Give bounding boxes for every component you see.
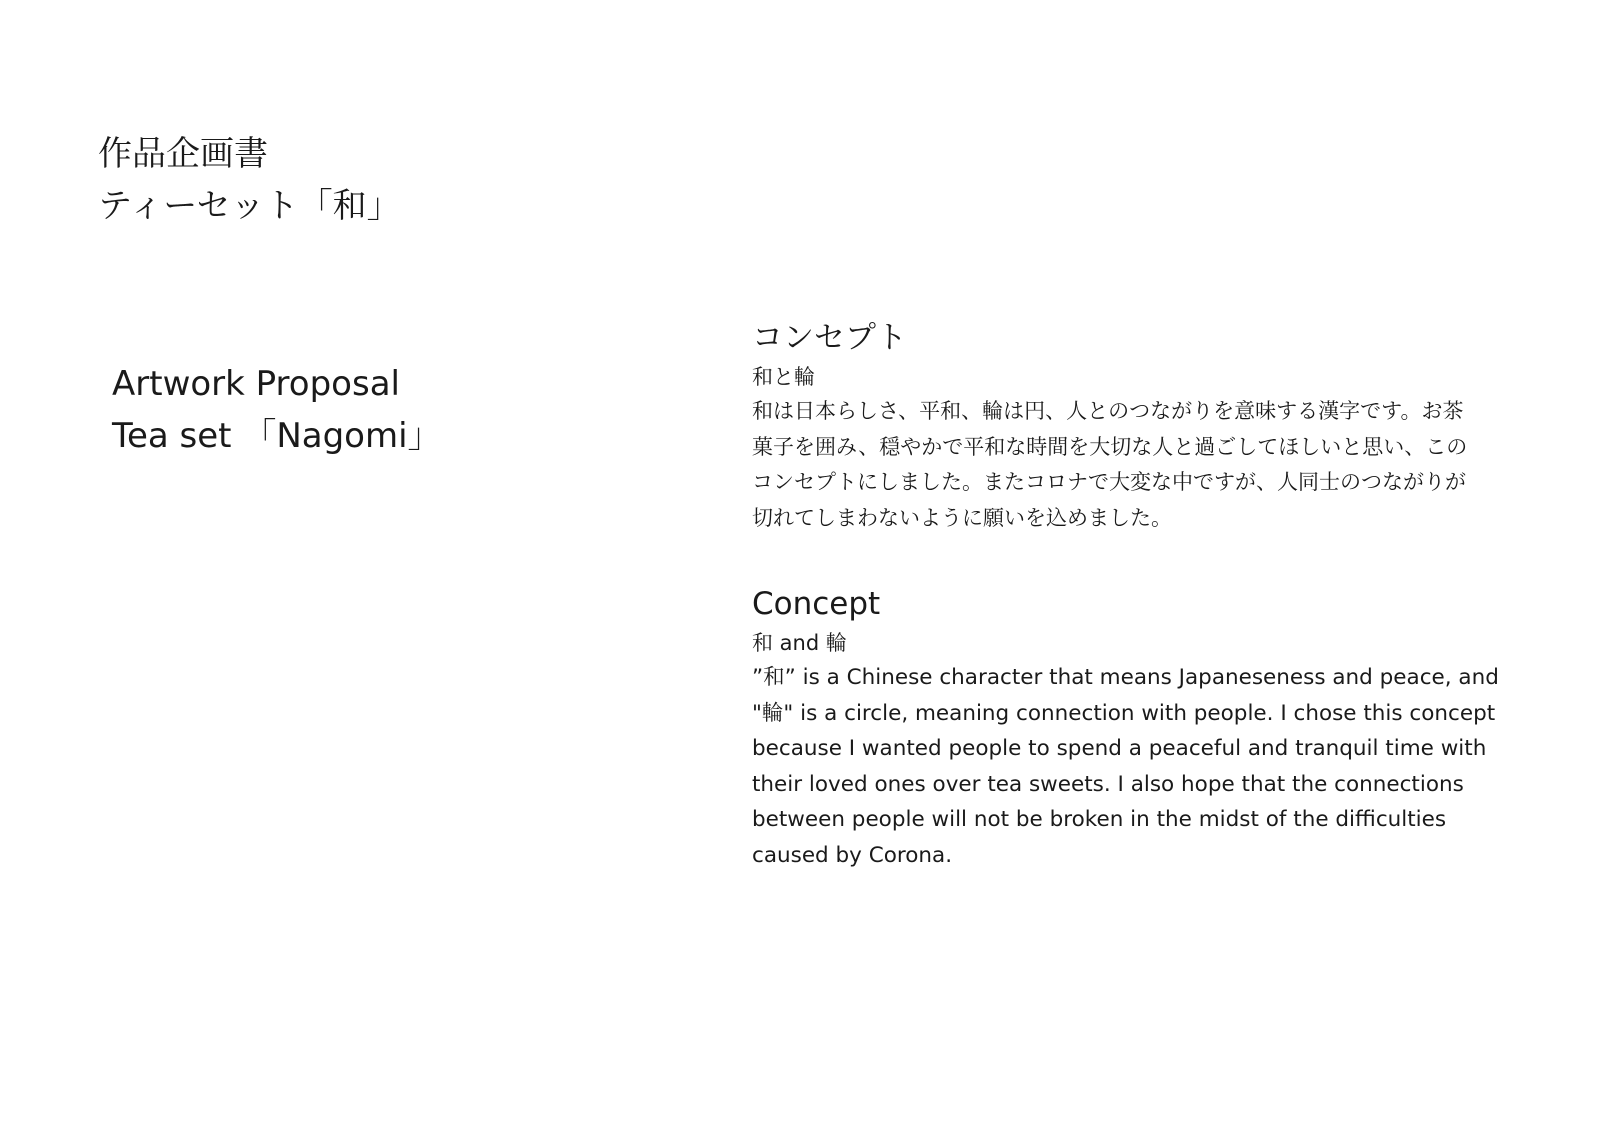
japanese-concept-line: 和は日本らしさ、平和、輪は円、人とのつながりを意味する漢字です。お茶 xyxy=(752,399,1464,423)
english-concept-line: between people will not be broken in the midst of the difficulties xyxy=(752,807,1447,833)
english-concept-line: ”和” is a Chinese character that means Japaneseness and peace, and xyxy=(752,665,1499,690)
english-artwork-title: Tea set 「Nagomi」 xyxy=(112,416,442,456)
english-concept-subheading: 和 and 輪 xyxy=(752,631,847,655)
japanese-concept-subheading: 和と輪 xyxy=(752,365,815,389)
english-concept-line: their loved ones over tea sweets. I also hope that the connections xyxy=(752,771,1464,797)
english-concept-line: caused by Corona. xyxy=(752,842,953,868)
english-concept-line: "輪" is a circle, meaning connection with people. I chose this concept xyxy=(752,700,1496,726)
japanese-concept-line: 切れてしまわないように願いを込めました。 xyxy=(752,505,1172,530)
japanese-artwork-title: ティーセット「和」 xyxy=(98,186,401,226)
english-concept-heading: Concept xyxy=(752,586,881,622)
english-concept-line: because I wanted people to spend a peaceful and tranquil time with xyxy=(752,736,1487,762)
japanese-title-block xyxy=(98,128,401,232)
english-title-block xyxy=(112,358,442,462)
japanese-concept-body xyxy=(752,394,1582,536)
english-document-title: Artwork Proposal xyxy=(112,364,400,404)
japanese-concept-line: 菓子を囲み、穏やかで平和な時間を大切な人と過ごしてほしいと思い、この xyxy=(752,434,1468,459)
japanese-concept-section xyxy=(752,318,1582,536)
english-concept-section xyxy=(752,584,1582,874)
english-concept-body xyxy=(752,660,1552,874)
japanese-concept-line: コンセプトにしました。またコロナで大変な中ですが、人同士のつながりが xyxy=(752,470,1466,494)
japanese-document-title: 作品企画書 xyxy=(98,134,268,174)
japanese-concept-heading: コンセプト xyxy=(752,320,907,356)
